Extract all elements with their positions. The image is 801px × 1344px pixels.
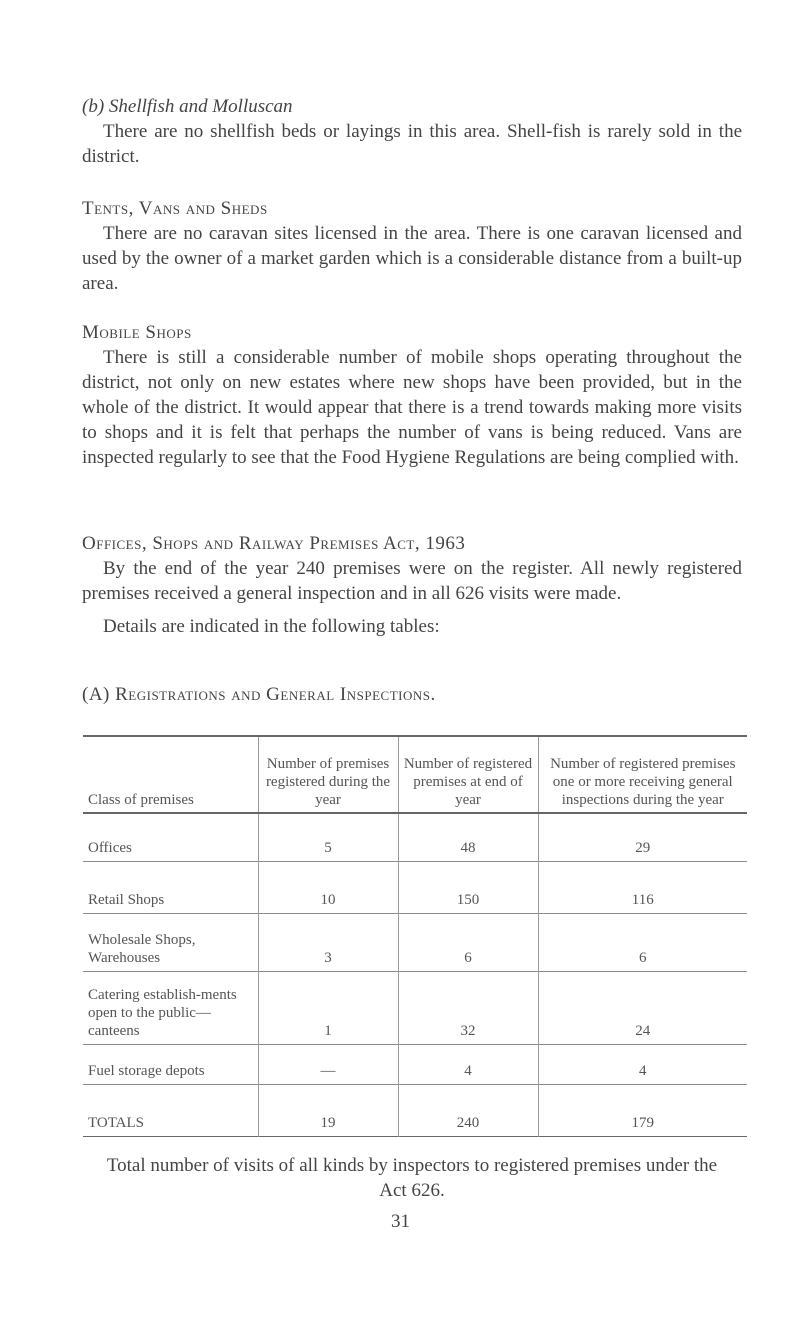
offices-para-2: Details are indicated in the following tables: — [103, 616, 440, 637]
offices-heading: Offices, Shops and Railway Premises Act, 1963 — [82, 533, 466, 554]
shellfish-text: There are no shellfish beds or layings in this area. Shell-fish is rarely sold in the district. — [82, 121, 742, 167]
cell-registered-during: — — [258, 1044, 398, 1084]
cell-registered-during: 1 — [258, 971, 398, 1044]
header-registered-during-year: Number of premises registered during the year — [258, 736, 398, 813]
cell-class: Catering establish-ments open to the public—canteens — [88, 986, 237, 1039]
cell-registered-end: 240 — [398, 1084, 538, 1136]
offices-section — [82, 531, 742, 639]
cell-inspections: 24 — [538, 971, 747, 1044]
table-header-row — [83, 736, 747, 813]
table-totals-row — [83, 1084, 747, 1136]
tents-section — [82, 196, 742, 296]
mobile-section — [82, 320, 742, 470]
footer-note: Total number of visits of all kinds by inspectors to registered premises under the Act 626. — [106, 1155, 718, 1201]
header-inspections: Number of registered premises one or more receiving general inspections during the year — [538, 736, 747, 813]
cell-registered-during: 3 — [258, 913, 398, 971]
table-heading: (A) Registrations and General Inspections. — [82, 684, 436, 705]
shellfish-section — [82, 94, 742, 169]
header-class: Class of premises — [88, 792, 194, 808]
cell-registered-end: 32 — [398, 971, 538, 1044]
cell-class: Retail Shops — [88, 891, 165, 908]
page-number: 31 — [391, 1211, 410, 1232]
table-row — [83, 861, 747, 913]
table-row — [83, 913, 747, 971]
cell-registered-during: 10 — [258, 861, 398, 913]
mobile-text: There is still a considerable number of mobile shops operating throughout the district, not only on new estates where new shops have been provided, but in the whole of the district. It would appear that there is a trend towards making more visits to shops and it is felt that perhaps the number of vans is being reduced. Vans are inspected regularly to see that the Food Hygiene Regulations are being complied with. — [82, 347, 742, 468]
cell-registered-end: 48 — [398, 813, 538, 861]
header-registered-end-of-year: Number of registered premises at end of year — [398, 736, 538, 813]
cell-class: Fuel storage depots — [88, 1062, 205, 1079]
shellfish-heading: (b) Shellfish and Molluscan — [82, 96, 293, 117]
table-row — [83, 1044, 747, 1084]
cell-registered-end: 4 — [398, 1044, 538, 1084]
cell-class: Offices — [88, 839, 132, 856]
cell-registered-during: 5 — [258, 813, 398, 861]
cell-registered-end: 150 — [398, 861, 538, 913]
table-row — [83, 813, 747, 861]
registrations-table — [83, 735, 747, 1137]
cell-inspections: 116 — [538, 861, 747, 913]
tents-text: There are no caravan sites licensed in the area. There is one caravan licensed and used by the owner of a market garden which is a considerable distance from a built-up area. — [82, 223, 742, 294]
cell-inspections: 179 — [538, 1084, 747, 1136]
cell-class: TOTALS — [88, 1114, 145, 1131]
offices-para-1: By the end of the year 240 premises were on the register. All newly registered premises received a general inspection and in all 626 visits were made. — [82, 558, 742, 604]
cell-registered-during: 19 — [258, 1084, 398, 1136]
tents-heading: Tents, Vans and Sheds — [82, 198, 268, 219]
cell-registered-end: 6 — [398, 913, 538, 971]
mobile-heading: Mobile Shops — [82, 322, 192, 343]
table-row — [83, 971, 747, 1044]
table-heading-block — [82, 682, 742, 707]
cell-inspections: 6 — [538, 913, 747, 971]
cell-inspections: 29 — [538, 813, 747, 861]
cell-class: Wholesale Shops, Warehouses — [88, 931, 196, 966]
cell-inspections: 4 — [538, 1044, 747, 1084]
